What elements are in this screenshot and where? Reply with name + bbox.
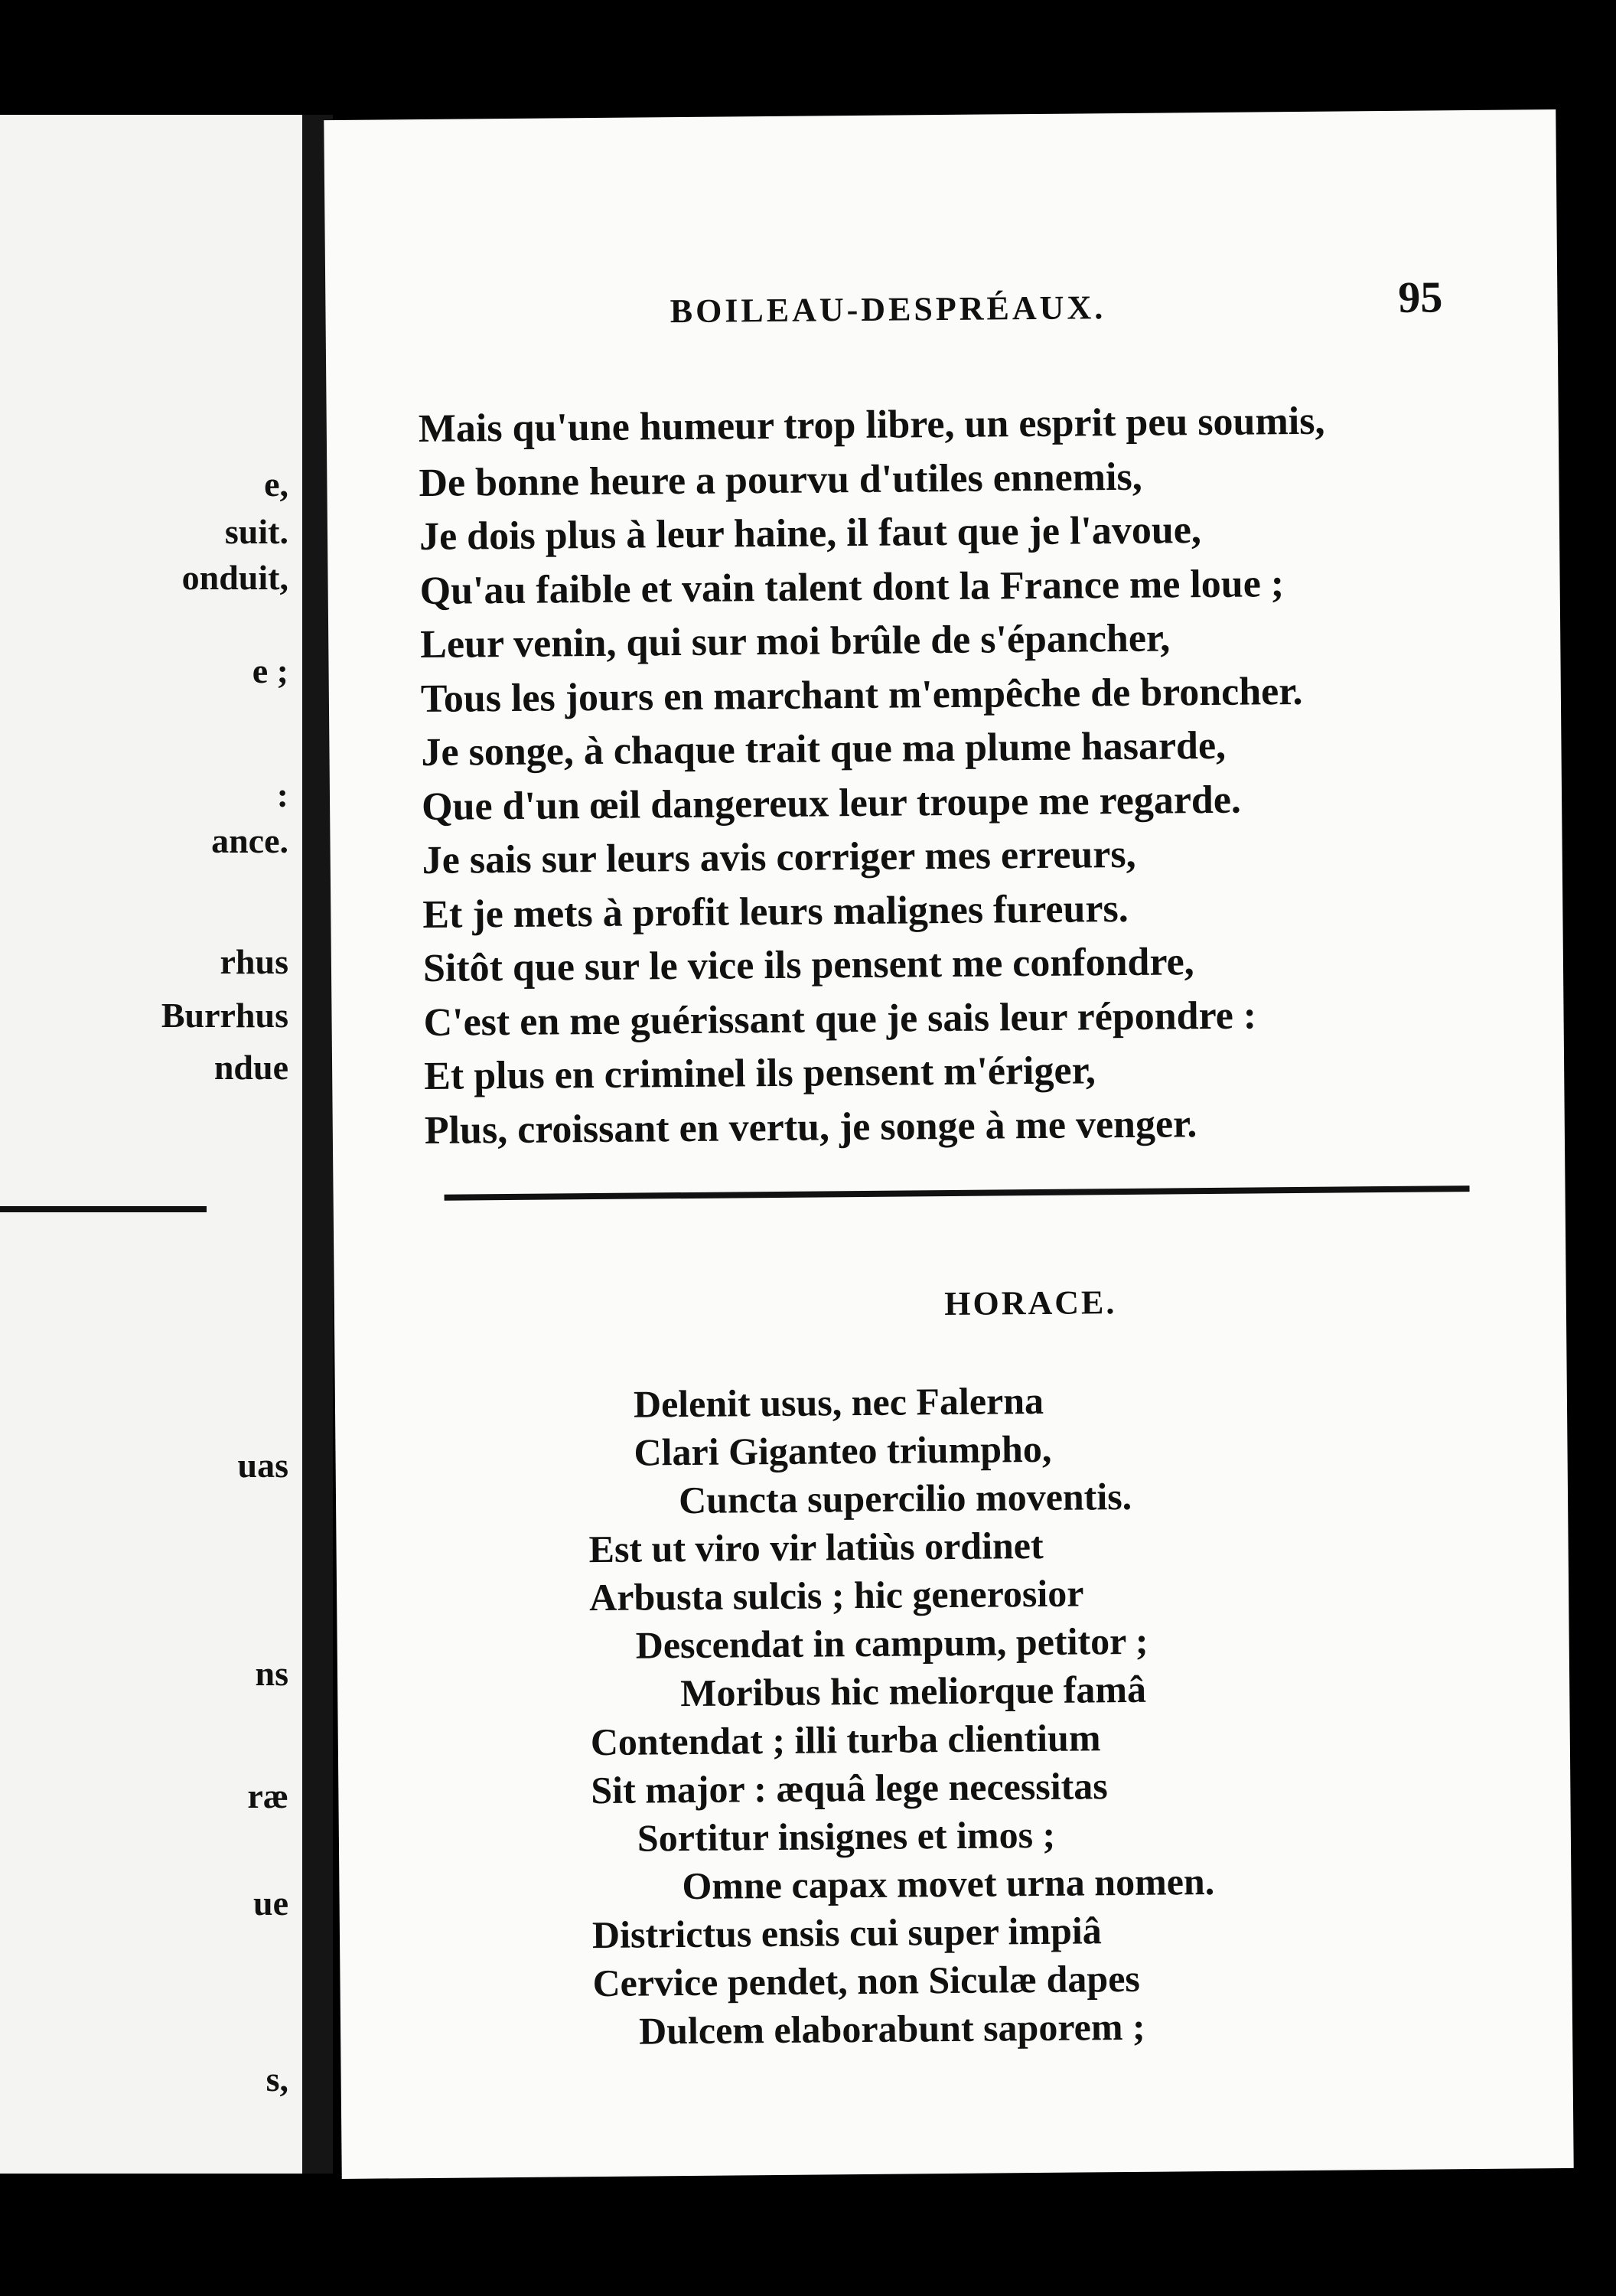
latin-line: Omne capax movet urna nomen. (682, 1860, 1215, 1908)
left-fragment-text: s, (266, 2060, 288, 2099)
latin-line: Est ut viro vir latiùs ordinet (588, 1523, 1044, 1571)
latin-line: Sortitur insignes et imos ; (637, 1812, 1056, 1860)
latin-line: Moribus hic meliorque famâ (680, 1667, 1147, 1715)
latin-line: Dulcem elaborabunt saporem ; (638, 2004, 1145, 2053)
latin-line: Contendat ; illi turba clientium (590, 1716, 1101, 1764)
verse-line: Leur venin, qui sur moi brûle de s'épancher, (420, 616, 1171, 667)
left-fragment-text: suit. (224, 512, 288, 551)
verse-line: Je dois plus à leur haine, il faut que je l'avoue, (419, 508, 1202, 559)
section-title: HORACE. (944, 1283, 1117, 1323)
boileau-verse (419, 395, 1331, 1158)
running-title: BOILEAU-DESPRÉAUX. (670, 289, 1106, 331)
latin-line: Districtus ensis cui super impiâ (591, 1909, 1103, 1957)
left-fragment-text: uas (237, 1446, 288, 1485)
latin-line: Delenit usus, nec Falerna (633, 1378, 1044, 1426)
verse-line: Tous les jours en marchant m'empêche de broncher. (420, 669, 1303, 721)
left-fragment-text: ns (255, 1654, 288, 1693)
left-fragment-text: rhus (220, 942, 288, 981)
verse-line: Je songe, à chaque trait que ma plume hasarde, (421, 723, 1227, 775)
latin-line: Cervice pendet, non Siculæ dapes (592, 1956, 1141, 2005)
latin-line: Arbusta sulcis ; hic generosior (588, 1571, 1084, 1619)
latin-line: Cuncta supercilio moventis. (678, 1474, 1132, 1522)
verse-line: Qu'au faible et vain talent dont la France me loue ; (419, 561, 1285, 613)
latin-line: Clari Giganteo triumpho, (634, 1427, 1052, 1474)
left-fragment-text: e, (264, 465, 288, 504)
left-fragment-text: ue (253, 1883, 288, 1923)
verse-line: Sitôt que sur le vice ils pensent me confondre, (422, 940, 1194, 990)
left-fragment-text: Burrhus (161, 996, 288, 1035)
page-number: 95 (1398, 272, 1443, 322)
left-fragment-text: onduit, (181, 558, 288, 597)
verse-line: C'est en me guérissant que je sais leur répondre : (423, 993, 1257, 1045)
horace-latin-verse (588, 1375, 1216, 2056)
left-page-fragment (0, 115, 302, 2174)
verse-line: Que d'un œil dangereux leur troupe me regarde. (421, 778, 1242, 829)
verse-line: Plus, croissant en vertu, je songe à me venger. (424, 1101, 1197, 1153)
section-divider (445, 1186, 1470, 1201)
latin-line: Sit major : æquâ lege necessitas (591, 1764, 1108, 1812)
verse-line: Mais qu'une humeur trop libre, un esprit peu soumis, (418, 399, 1325, 452)
verse-line: Et plus en criminel ils pensent m'ériger, (423, 1049, 1096, 1098)
left-page-divider (0, 1206, 207, 1212)
left-fragment-text: ræ (247, 1776, 288, 1815)
left-fragment-text: ndue (213, 1048, 288, 1087)
left-fragment-text: e ; (252, 651, 288, 690)
verse-line: De bonne heure a pourvu d'utiles ennemis, (419, 455, 1142, 505)
left-fragment-text: : (276, 775, 288, 814)
latin-line: Descendat in campum, petitor ; (635, 1619, 1148, 1667)
verse-line: Et je mets à profit leurs malignes fureurs. (422, 886, 1129, 937)
left-fragment-text: ance. (211, 821, 288, 860)
verse-line: Je sais sur leurs avis corriger mes erreurs, (422, 832, 1136, 882)
right-page (324, 109, 1573, 2179)
